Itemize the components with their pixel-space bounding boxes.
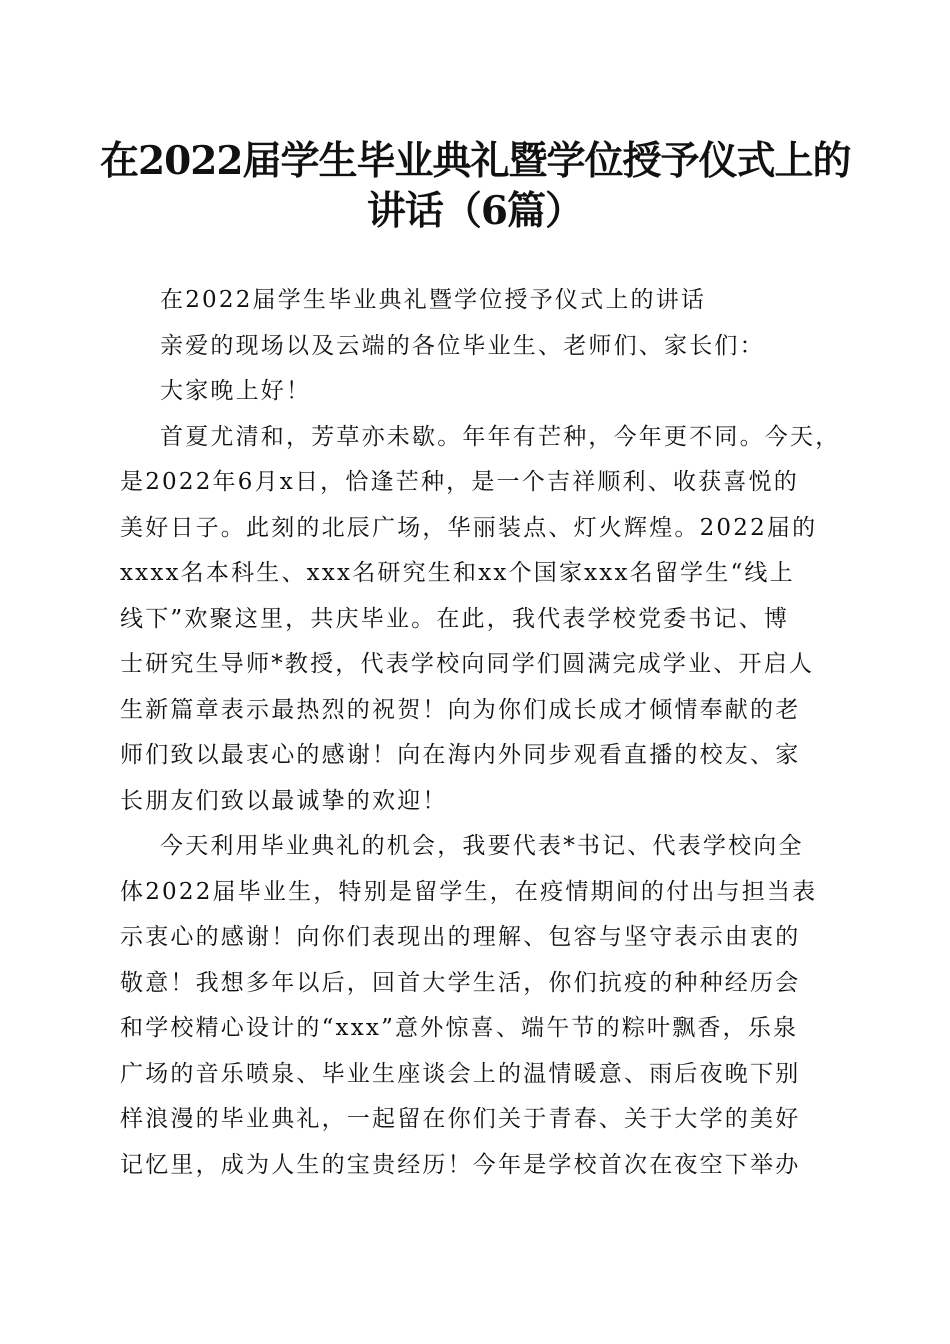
- paragraph-2-line: 体2022届毕业生，特别是留学生，在疫情期间的付出与担当表: [120, 878, 818, 905]
- paragraph-2-line: 广场的音乐喷泉、毕业生座谈会上的温情暖意、雨后夜晚下别: [120, 1060, 801, 1087]
- paragraph-2-line: 和学校精心设计的“xxx”意外惊喜、端午节的粽叶飘香，乐泉: [120, 1015, 799, 1041]
- document-body: [120, 278, 841, 1188]
- paragraph-2-line: 记忆里，成为人生的宝贵经历！今年是学校首次在夜空下举办: [120, 1151, 801, 1178]
- title-line-2: 讲话（6篇）: [366, 188, 584, 234]
- paragraph-1-line: 是2022年6月x日，恰逢芒种，是一个吉祥顺利、收获喜悦的: [120, 469, 799, 495]
- paragraph-1-line: 士研究生导师*教授，代表学校向同学们圆满完成学业、开启人: [120, 651, 815, 677]
- section-heading: 在2022届学生毕业典礼暨学位授予仪式上的讲话: [160, 287, 707, 313]
- paragraph-1-line: 长朋友们致以最诚挚的欢迎！: [120, 787, 448, 814]
- greeting: 大家晚上好！: [160, 378, 312, 404]
- title-line-1: 在2022届学生毕业典礼暨学位授予仪式上的: [100, 138, 851, 184]
- document-title: [100, 136, 850, 236]
- paragraph-2-line: 今天利用毕业典礼的机会，我要代表*书记、代表学校向全: [160, 833, 804, 859]
- paragraph-1-line: xxxx名本科生、xxx名研究生和xx个国家xxx名留学生“线上: [120, 560, 795, 586]
- paragraph-1-line: 美好日子。此刻的北辰广场，华丽装点、灯火辉煌。2022届的: [120, 514, 818, 541]
- paragraph-1-line: 师们致以最衷心的感谢！向在海内外同步观看直播的校友、家: [120, 742, 801, 768]
- salutation: 亲爱的现场以及云端的各位毕业生、老师们、家长们：: [160, 332, 765, 359]
- paragraph-1-line: 线下”欢聚这里，共庆毕业。在此，我代表学校党委书记、博: [120, 605, 790, 632]
- paragraph-1-line: 首夏尤清和，芳草亦未歇。年年有芒种，今年更不同。今天，: [160, 423, 841, 450]
- paragraph-2-line: 样浪漫的毕业典礼，一起留在你们关于青春、关于大学的美好: [120, 1106, 801, 1132]
- paragraph-2-line: 敬意！我想多年以后，回首大学生活，你们抗疫的种种经历会: [120, 969, 801, 996]
- paragraph-1-line: 生新篇章表示最热烈的祝贺！向为你们成长成才倾情奉献的老: [120, 696, 801, 723]
- paragraph-2-line: 示衷心的感谢！向你们表现出的理解、包容与坚守表示由衷的: [120, 924, 801, 950]
